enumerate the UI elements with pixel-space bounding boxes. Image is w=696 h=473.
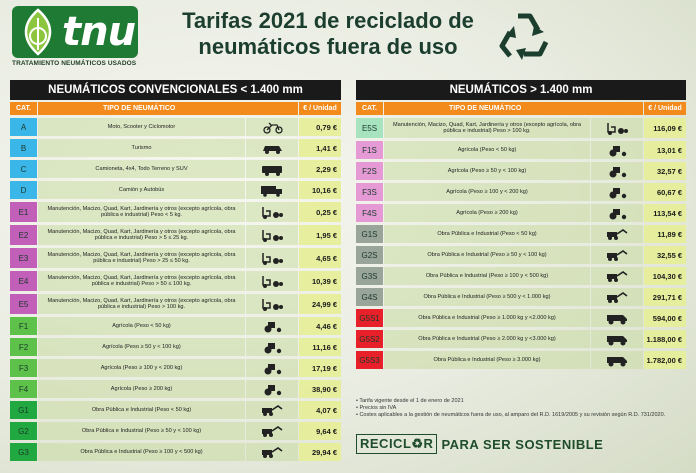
vehicle-icon-cell — [591, 118, 643, 138]
price-per-unit: 17,19 € — [299, 359, 341, 377]
category-badge: E4 — [10, 271, 37, 291]
tire-type-description: Agrícola (Peso ≥ 50 y < 100 kg) — [384, 162, 590, 180]
title-line-2: neumáticos fuera de uso — [198, 34, 458, 59]
price-per-unit: 1.782,00 € — [644, 351, 686, 369]
category-badge: F2S — [356, 162, 383, 180]
forklift-quad-icon — [257, 205, 287, 219]
category-badge: F3 — [10, 359, 37, 377]
price-per-unit: 0,25 € — [299, 202, 341, 222]
vehicle-icon-cell — [246, 181, 298, 199]
col-price-header: € / Unidad — [644, 102, 686, 115]
category-badge: F3S — [356, 183, 383, 201]
category-badge: A — [10, 118, 37, 136]
construction-icon — [257, 424, 287, 438]
rate-row — [356, 118, 686, 138]
tractor-icon — [602, 164, 632, 178]
title-line-1: Tarifas 2021 de reciclado de — [182, 8, 474, 33]
tire-type-description: Agrícola (Peso ≥ 50 y < 100 kg) — [38, 338, 245, 356]
category-badge: F1 — [10, 317, 37, 335]
category-badge: E3 — [10, 248, 37, 268]
price-per-unit: 1.188,00 € — [644, 330, 686, 348]
category-badge: G2 — [10, 422, 37, 440]
vehicle-icon-cell — [591, 225, 643, 243]
vehicle-icon-cell — [246, 160, 298, 178]
category-badge: G5S1 — [356, 309, 383, 327]
vehicle-icon-cell — [246, 317, 298, 335]
vehicle-icon-cell — [246, 422, 298, 440]
category-badge: F1S — [356, 141, 383, 159]
category-badge: G5S2 — [356, 330, 383, 348]
price-per-unit: 291,71 € — [644, 288, 686, 306]
vehicle-icon-cell — [591, 330, 643, 348]
forklift-quad-icon — [257, 228, 287, 242]
price-per-unit: 32,57 € — [644, 162, 686, 180]
rate-rows — [10, 118, 341, 461]
forklift-quad-icon — [602, 121, 632, 135]
category-badge: G4S — [356, 288, 383, 306]
tractor-icon — [602, 206, 632, 220]
vehicle-icon-cell — [246, 338, 298, 356]
category-badge: G2S — [356, 246, 383, 264]
price-per-unit: 1,41 € — [299, 139, 341, 157]
col-tipo-header: TIPO DE NEUMÁTICO — [38, 102, 298, 115]
tire-type-description: Manutención, Macizo, Quad, Kart, Jardinería y otros (excepto agrícola, obra pública e industrial) Peso > 50 ≤ 100 kg. — [38, 271, 245, 291]
tire-type-description: Manutención, Macizo, Quad, Kart, Jardinería y otros (excepto agrícola, obra pública e industrial) Peso > 25 ≤ 50 kg. — [38, 248, 245, 268]
price-per-unit: 10,39 € — [299, 271, 341, 291]
vehicle-icon-cell — [246, 380, 298, 398]
recycle-icon — [492, 6, 556, 70]
price-per-unit: 32,55 € — [644, 246, 686, 264]
logo-subtitle: TRATAMIENTO NEUMÁTICOS USADOS — [12, 60, 137, 67]
note: • Tarifa vigente desde el 1 de enero de 2021 — [356, 398, 464, 404]
mining-truck-icon — [602, 353, 632, 367]
column-headers — [356, 102, 686, 115]
col-cat-header: CAT. — [10, 102, 37, 115]
rate-row — [10, 271, 341, 291]
rate-row — [10, 225, 341, 245]
tire-type-description: Moto, Scooter y Ciclomotor — [38, 118, 245, 136]
construction-icon — [257, 445, 287, 459]
slogan-reciclar: RECICL♻R — [356, 434, 437, 454]
price-per-unit: 4,46 € — [299, 317, 341, 335]
slogan — [356, 434, 603, 454]
logo-text: tnu — [62, 9, 136, 55]
category-badge: F4 — [10, 380, 37, 398]
vehicle-icon-cell — [591, 246, 643, 264]
tire-type-description: Obra Pública e Industrial (Peso ≥ 500 y < 1.000 kg) — [384, 288, 590, 306]
tractor-icon — [257, 361, 287, 375]
price-per-unit: 594,00 € — [644, 309, 686, 327]
tire-type-description: Manutención, Macizo, Quad, Kart, Jardinería y otros (excepto agrícola, obra pública e industrial) Peso > 100 kg. — [38, 294, 245, 314]
vehicle-icon-cell — [246, 225, 298, 245]
col-tipo-header: TIPO DE NEUMÁTICO — [384, 102, 643, 115]
construction-icon — [602, 248, 632, 262]
price-per-unit: 4,65 € — [299, 248, 341, 268]
tire-type-description: Obra Pública e Industrial (Peso ≥ 50 y < 100 kg) — [384, 246, 590, 264]
tire-type-description: Obra Pública e Industrial (Peso ≥ 1.000 kg y <2.000 kg) — [384, 309, 590, 327]
rate-row — [356, 330, 686, 348]
forklift-quad-icon — [257, 297, 287, 311]
vehicle-icon-cell — [591, 288, 643, 306]
price-per-unit: 10,16 € — [299, 181, 341, 199]
vehicle-icon-cell — [246, 118, 298, 136]
construction-icon — [257, 403, 287, 417]
page-title — [158, 8, 498, 60]
rate-row — [356, 351, 686, 369]
rate-row — [356, 225, 686, 243]
vehicle-icon-cell — [591, 351, 643, 369]
tire-type-description: Obra Pública e Industrial (Peso ≥ 100 y < 500 kg) — [38, 443, 245, 461]
tire-type-description: Manutención, Macizo, Quad, Kart, Jardinería y otros (excepto agrícola, obra pública e industrial) Peso < 5 kg. — [38, 202, 245, 222]
rate-row — [10, 202, 341, 222]
tire-type-description: Agrícola (Peso ≥ 200 kg) — [384, 204, 590, 222]
vehicle-icon-cell — [591, 267, 643, 285]
leaf-icon — [16, 8, 60, 56]
price-per-unit: 1,95 € — [299, 225, 341, 245]
category-badge: G5S3 — [356, 351, 383, 369]
rate-row — [10, 359, 341, 377]
col-price-header: € / Unidad — [299, 102, 341, 115]
vehicle-icon-cell — [246, 401, 298, 419]
suv-icon — [257, 162, 287, 176]
category-badge: F2 — [10, 338, 37, 356]
price-per-unit: 116,09 € — [644, 118, 686, 138]
category-badge: E5S — [356, 118, 383, 138]
rate-row — [10, 422, 341, 440]
tire-type-description: Agrícola (Peso < 50 kg) — [38, 317, 245, 335]
price-per-unit: 38,90 € — [299, 380, 341, 398]
construction-icon — [602, 227, 632, 241]
price-per-unit: 24,99 € — [299, 294, 341, 314]
slogan-rest: PARA SER SOSTENIBLE — [441, 436, 604, 452]
tire-type-description: Turismo — [38, 139, 245, 157]
price-per-unit: 9,64 € — [299, 422, 341, 440]
price-per-unit: 104,30 € — [644, 267, 686, 285]
price-per-unit: 60,67 € — [644, 183, 686, 201]
truck-bus-icon — [257, 183, 287, 197]
footnotes — [356, 398, 692, 419]
rate-row — [356, 246, 686, 264]
vehicle-icon-cell — [246, 248, 298, 268]
tire-type-description: Manutención, Macizo, Quad, Kart, Jardinería y otros (excepto agrícola, obra pública e industrial) Peso > 100 kg. — [384, 118, 590, 138]
tire-type-description: Camioneta, 4x4, Todo Terreno y SUV — [38, 160, 245, 178]
category-badge: E5 — [10, 294, 37, 314]
construction-icon — [602, 290, 632, 304]
col-cat-header: CAT. — [356, 102, 383, 115]
vehicle-icon-cell — [591, 162, 643, 180]
price-per-unit: 13,01 € — [644, 141, 686, 159]
tractor-icon — [257, 340, 287, 354]
price-per-unit: 2,29 € — [299, 160, 341, 178]
category-badge: E1 — [10, 202, 37, 222]
rate-row — [10, 401, 341, 419]
category-badge: B — [10, 139, 37, 157]
tire-type-description: Agrícola (Peso ≥ 200 kg) — [38, 380, 245, 398]
tractor-icon — [257, 382, 287, 396]
construction-icon — [602, 269, 632, 283]
rate-row — [356, 162, 686, 180]
tire-type-description: Obra Pública e Industrial (Peso < 50 kg) — [38, 401, 245, 419]
tire-type-description: Camión y Autobús — [38, 181, 245, 199]
rate-row — [10, 317, 341, 335]
tire-type-description: Obra Pública e Industrial (Peso ≥ 2.000 kg y <3.000 kg) — [384, 330, 590, 348]
rate-row — [356, 204, 686, 222]
category-badge: F4S — [356, 204, 383, 222]
tire-type-description: Obra Pública e Industrial (Peso ≥ 3.000 kg) — [384, 351, 590, 369]
rate-row — [10, 380, 341, 398]
price-per-unit: 29,94 € — [299, 443, 341, 461]
rate-row — [356, 141, 686, 159]
rate-row — [356, 288, 686, 306]
category-badge: C — [10, 160, 37, 178]
large-tires-panel — [356, 80, 686, 369]
rate-row — [356, 309, 686, 327]
forklift-quad-icon — [257, 251, 287, 265]
tire-type-description: Agrícola (Peso ≥ 100 y < 200 kg) — [38, 359, 245, 377]
vehicle-icon-cell — [591, 204, 643, 222]
category-badge: D — [10, 181, 37, 199]
column-headers — [10, 102, 341, 115]
car-icon — [257, 141, 287, 155]
price-per-unit: 11,16 € — [299, 338, 341, 356]
rate-row — [356, 183, 686, 201]
tire-type-description: Obra Pública e Industrial (Peso ≥ 100 y < 500 kg) — [384, 267, 590, 285]
price-per-unit: 11,89 € — [644, 225, 686, 243]
vehicle-icon-cell — [246, 139, 298, 157]
vehicle-icon-cell — [591, 183, 643, 201]
rate-row — [10, 181, 341, 199]
vehicle-icon-cell — [246, 271, 298, 291]
price-per-unit: 0,79 € — [299, 118, 341, 136]
tractor-icon — [257, 319, 287, 333]
tractor-icon — [602, 185, 632, 199]
note: • Costes aplicables a la gestión de neumáticos fuera de uso, al amparo del R.D. 1619/2005 y su revisión según R.D. 731/2020. — [356, 412, 666, 418]
tire-type-description: Manutención, Macizo, Quad, Kart, Jardinería y otros (excepto agrícola, obra pública e industrial) Peso > 5 ≤ 25 kg. — [38, 225, 245, 245]
tire-type-description: Obra Pública e Industrial (Peso < 50 kg) — [384, 225, 590, 243]
vehicle-icon-cell — [591, 309, 643, 327]
tire-type-description: Agrícola (Peso < 50 kg) — [384, 141, 590, 159]
rate-row — [10, 118, 341, 136]
note: • Precios sin IVA — [356, 405, 397, 411]
price-per-unit: 4,07 € — [299, 401, 341, 419]
rate-row — [10, 139, 341, 157]
category-badge: G3 — [10, 443, 37, 461]
vehicle-icon-cell — [246, 202, 298, 222]
category-badge: G1S — [356, 225, 383, 243]
vehicle-icon-cell — [246, 443, 298, 461]
rate-row — [10, 443, 341, 461]
rate-row — [10, 294, 341, 314]
motorcycle-icon — [257, 120, 287, 134]
tractor-icon — [602, 143, 632, 157]
rate-row — [10, 248, 341, 268]
tire-type-description: Agrícola (Peso ≥ 100 y < 200 kg) — [384, 183, 590, 201]
price-per-unit: 113,54 € — [644, 204, 686, 222]
mining-truck-icon — [602, 311, 632, 325]
vehicle-icon-cell — [246, 359, 298, 377]
rate-row — [10, 160, 341, 178]
category-badge: E2 — [10, 225, 37, 245]
rate-rows — [356, 118, 686, 369]
mining-truck-icon — [602, 332, 632, 346]
tire-type-description: Obra Pública e Industrial (Peso ≥ 50 y < 100 kg) — [38, 422, 245, 440]
panel-title: NEUMÁTICOS CONVENCIONALES < 1.400 mm — [10, 80, 341, 100]
forklift-quad-icon — [257, 274, 287, 288]
panel-title: NEUMÁTICOS > 1.400 mm — [356, 80, 686, 100]
rate-row — [356, 267, 686, 285]
category-badge: G3S — [356, 267, 383, 285]
category-badge: G1 — [10, 401, 37, 419]
vehicle-icon-cell — [246, 294, 298, 314]
header — [0, 0, 696, 76]
brand-logo — [12, 6, 138, 58]
rate-row — [10, 338, 341, 356]
conventional-tires-panel — [10, 80, 341, 461]
vehicle-icon-cell — [591, 141, 643, 159]
